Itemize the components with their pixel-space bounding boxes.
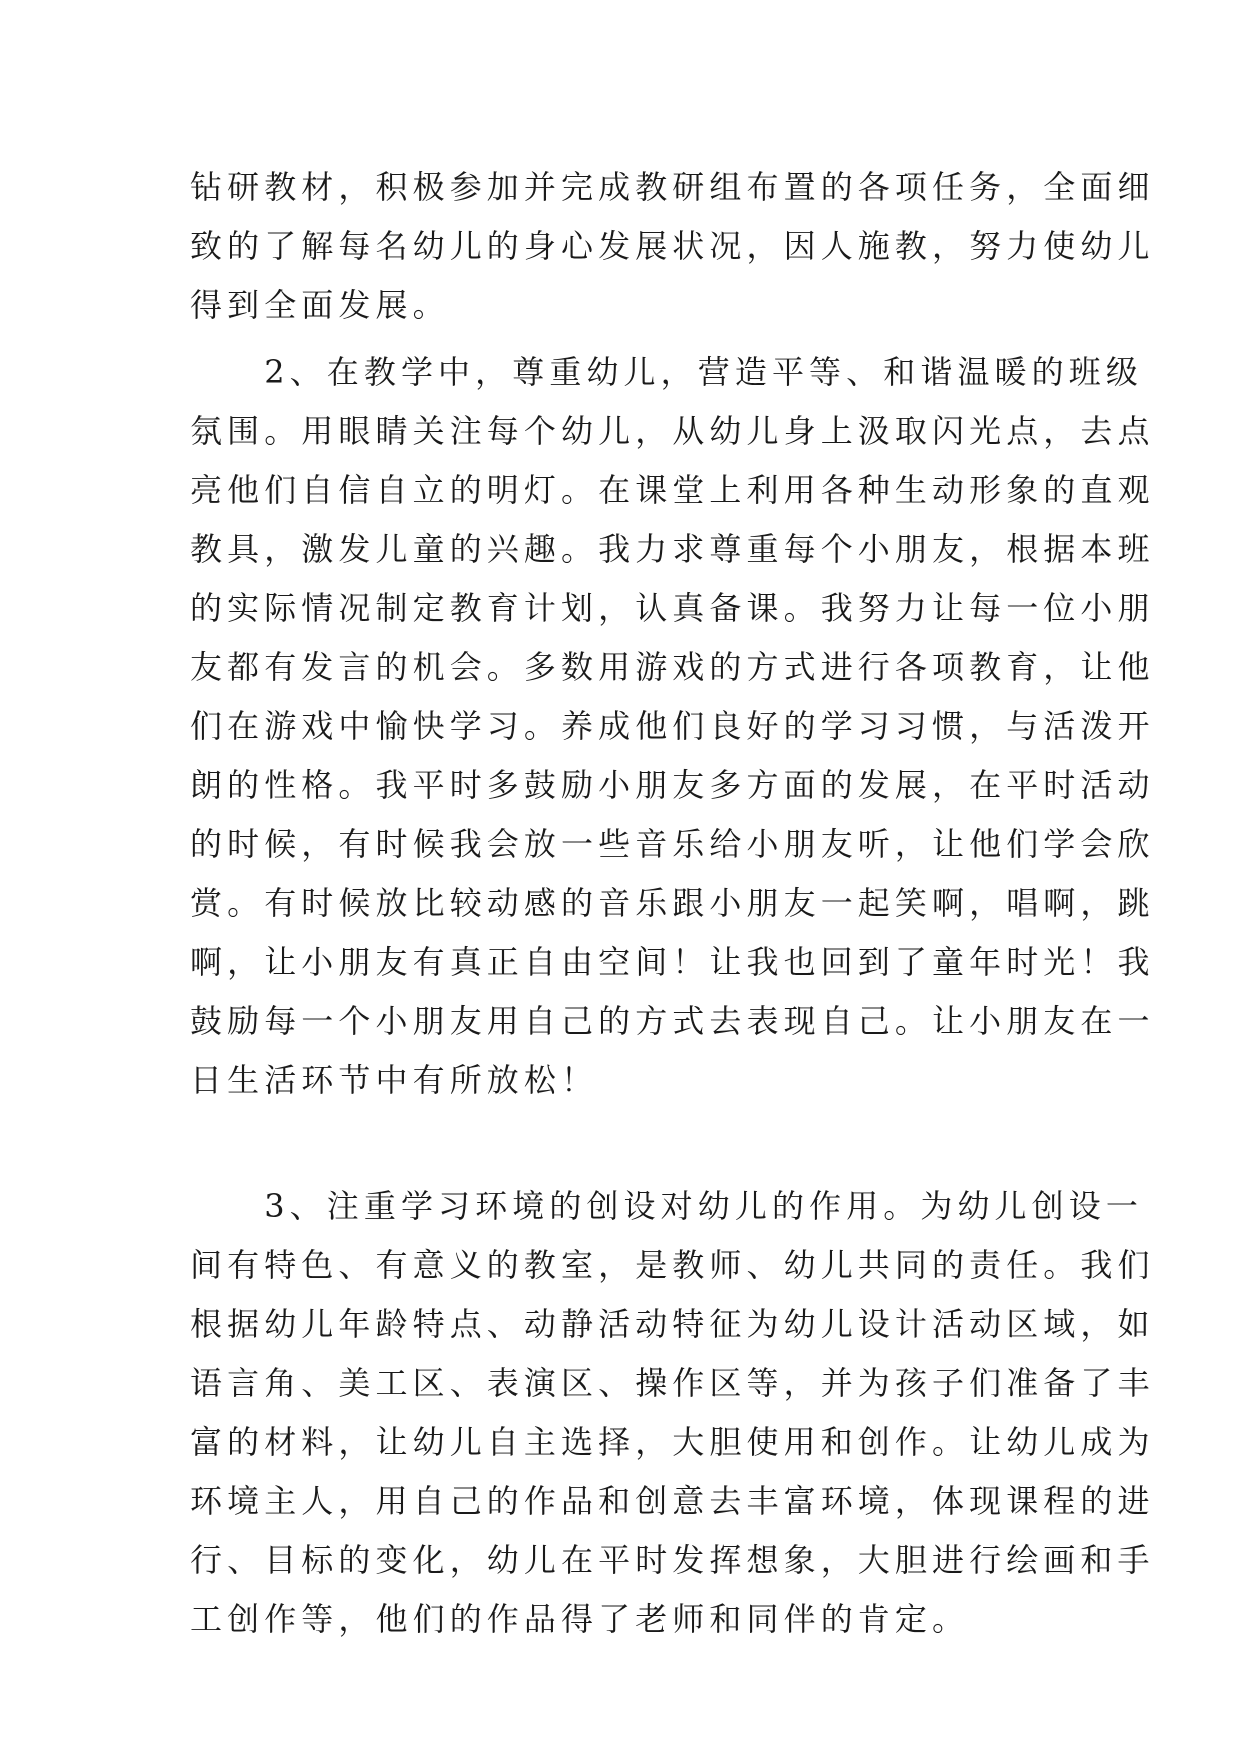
text-line: 3、注重学习环境的创设对幼儿的作用。为幼儿创设一 (190, 1187, 1143, 1225)
text-line (190, 1110, 1050, 1169)
paragraph-2 (190, 343, 1155, 1169)
text-line: 富的材料，让幼儿自主选择，大胆使用和创作。让幼儿成为 (190, 1423, 1155, 1461)
paragraph-spacer (190, 335, 1050, 343)
text-line: 们在游戏中愉快学习。养成他们良好的学习习惯，与活泼开 (190, 707, 1155, 745)
text-line: 朗的性格。我平时多鼓励小朋友多方面的发展，在平时活动 (190, 766, 1155, 804)
text-line: 钻研教材，积极参加并完成教研组布置的各项任务，全面细 (190, 168, 1155, 206)
paragraph-1 (190, 158, 1155, 335)
text-line: 工创作等，他们的作品得了老师和同伴的肯定。 (190, 1600, 970, 1638)
text-line: 教具，激发儿童的兴趣。我力求尊重每个小朋友，根据本班 (190, 530, 1155, 568)
text-line: 2、在教学中，尊重幼儿，营造平等、和谐温暖的班级 (190, 353, 1143, 391)
text-line: 赏。有时候放比较动感的音乐跟小朋友一起笑啊，唱啊，跳 (190, 884, 1155, 922)
text-line: 啊，让小朋友有真正自由空间！让我也回到了童年时光！我 (190, 943, 1155, 981)
paragraph-spacer (190, 1169, 1050, 1177)
text-line: 致的了解每名幼儿的身心发展状况，因人施教，努力使幼儿 (190, 227, 1155, 265)
text-line: 友都有发言的机会。多数用游戏的方式进行各项教育，让他 (190, 648, 1155, 686)
text-line: 行、目标的变化，幼儿在平时发挥想象，大胆进行绘画和手 (190, 1541, 1155, 1579)
text-line: 日生活环节中有所放松！ (190, 1061, 599, 1099)
text-line: 环境主人，用自己的作品和创意去丰富环境，体现课程的进 (190, 1482, 1155, 1520)
text-line: 亮他们自信自立的明灯。在课堂上利用各种生动形象的直观 (190, 471, 1155, 509)
text-line: 间有特色、有意义的教室，是教师、幼儿共同的责任。我们 (190, 1246, 1155, 1284)
text-line: 的实际情况制定教育计划，认真备课。我努力让每一位小朋 (190, 589, 1155, 627)
text-line: 鼓励每一个小朋友用自己的方式去表现自己。让小朋友在一 (190, 1002, 1155, 1040)
paragraph-3 (190, 1177, 1155, 1649)
text-line: 的时候，有时候我会放一些音乐给小朋友听，让他们学会欣 (190, 825, 1155, 863)
text-line: 根据幼儿年龄特点、动静活动特征为幼儿设计活动区域，如 (190, 1305, 1155, 1343)
document-body (190, 158, 1155, 1649)
text-line: 语言角、美工区、表演区、操作区等，并为孩子们准备了丰 (190, 1364, 1155, 1402)
text-line: 得到全面发展。 (190, 286, 450, 324)
text-line: 氛围。用眼睛关注每个幼儿，从幼儿身上汲取闪光点，去点 (190, 412, 1155, 450)
